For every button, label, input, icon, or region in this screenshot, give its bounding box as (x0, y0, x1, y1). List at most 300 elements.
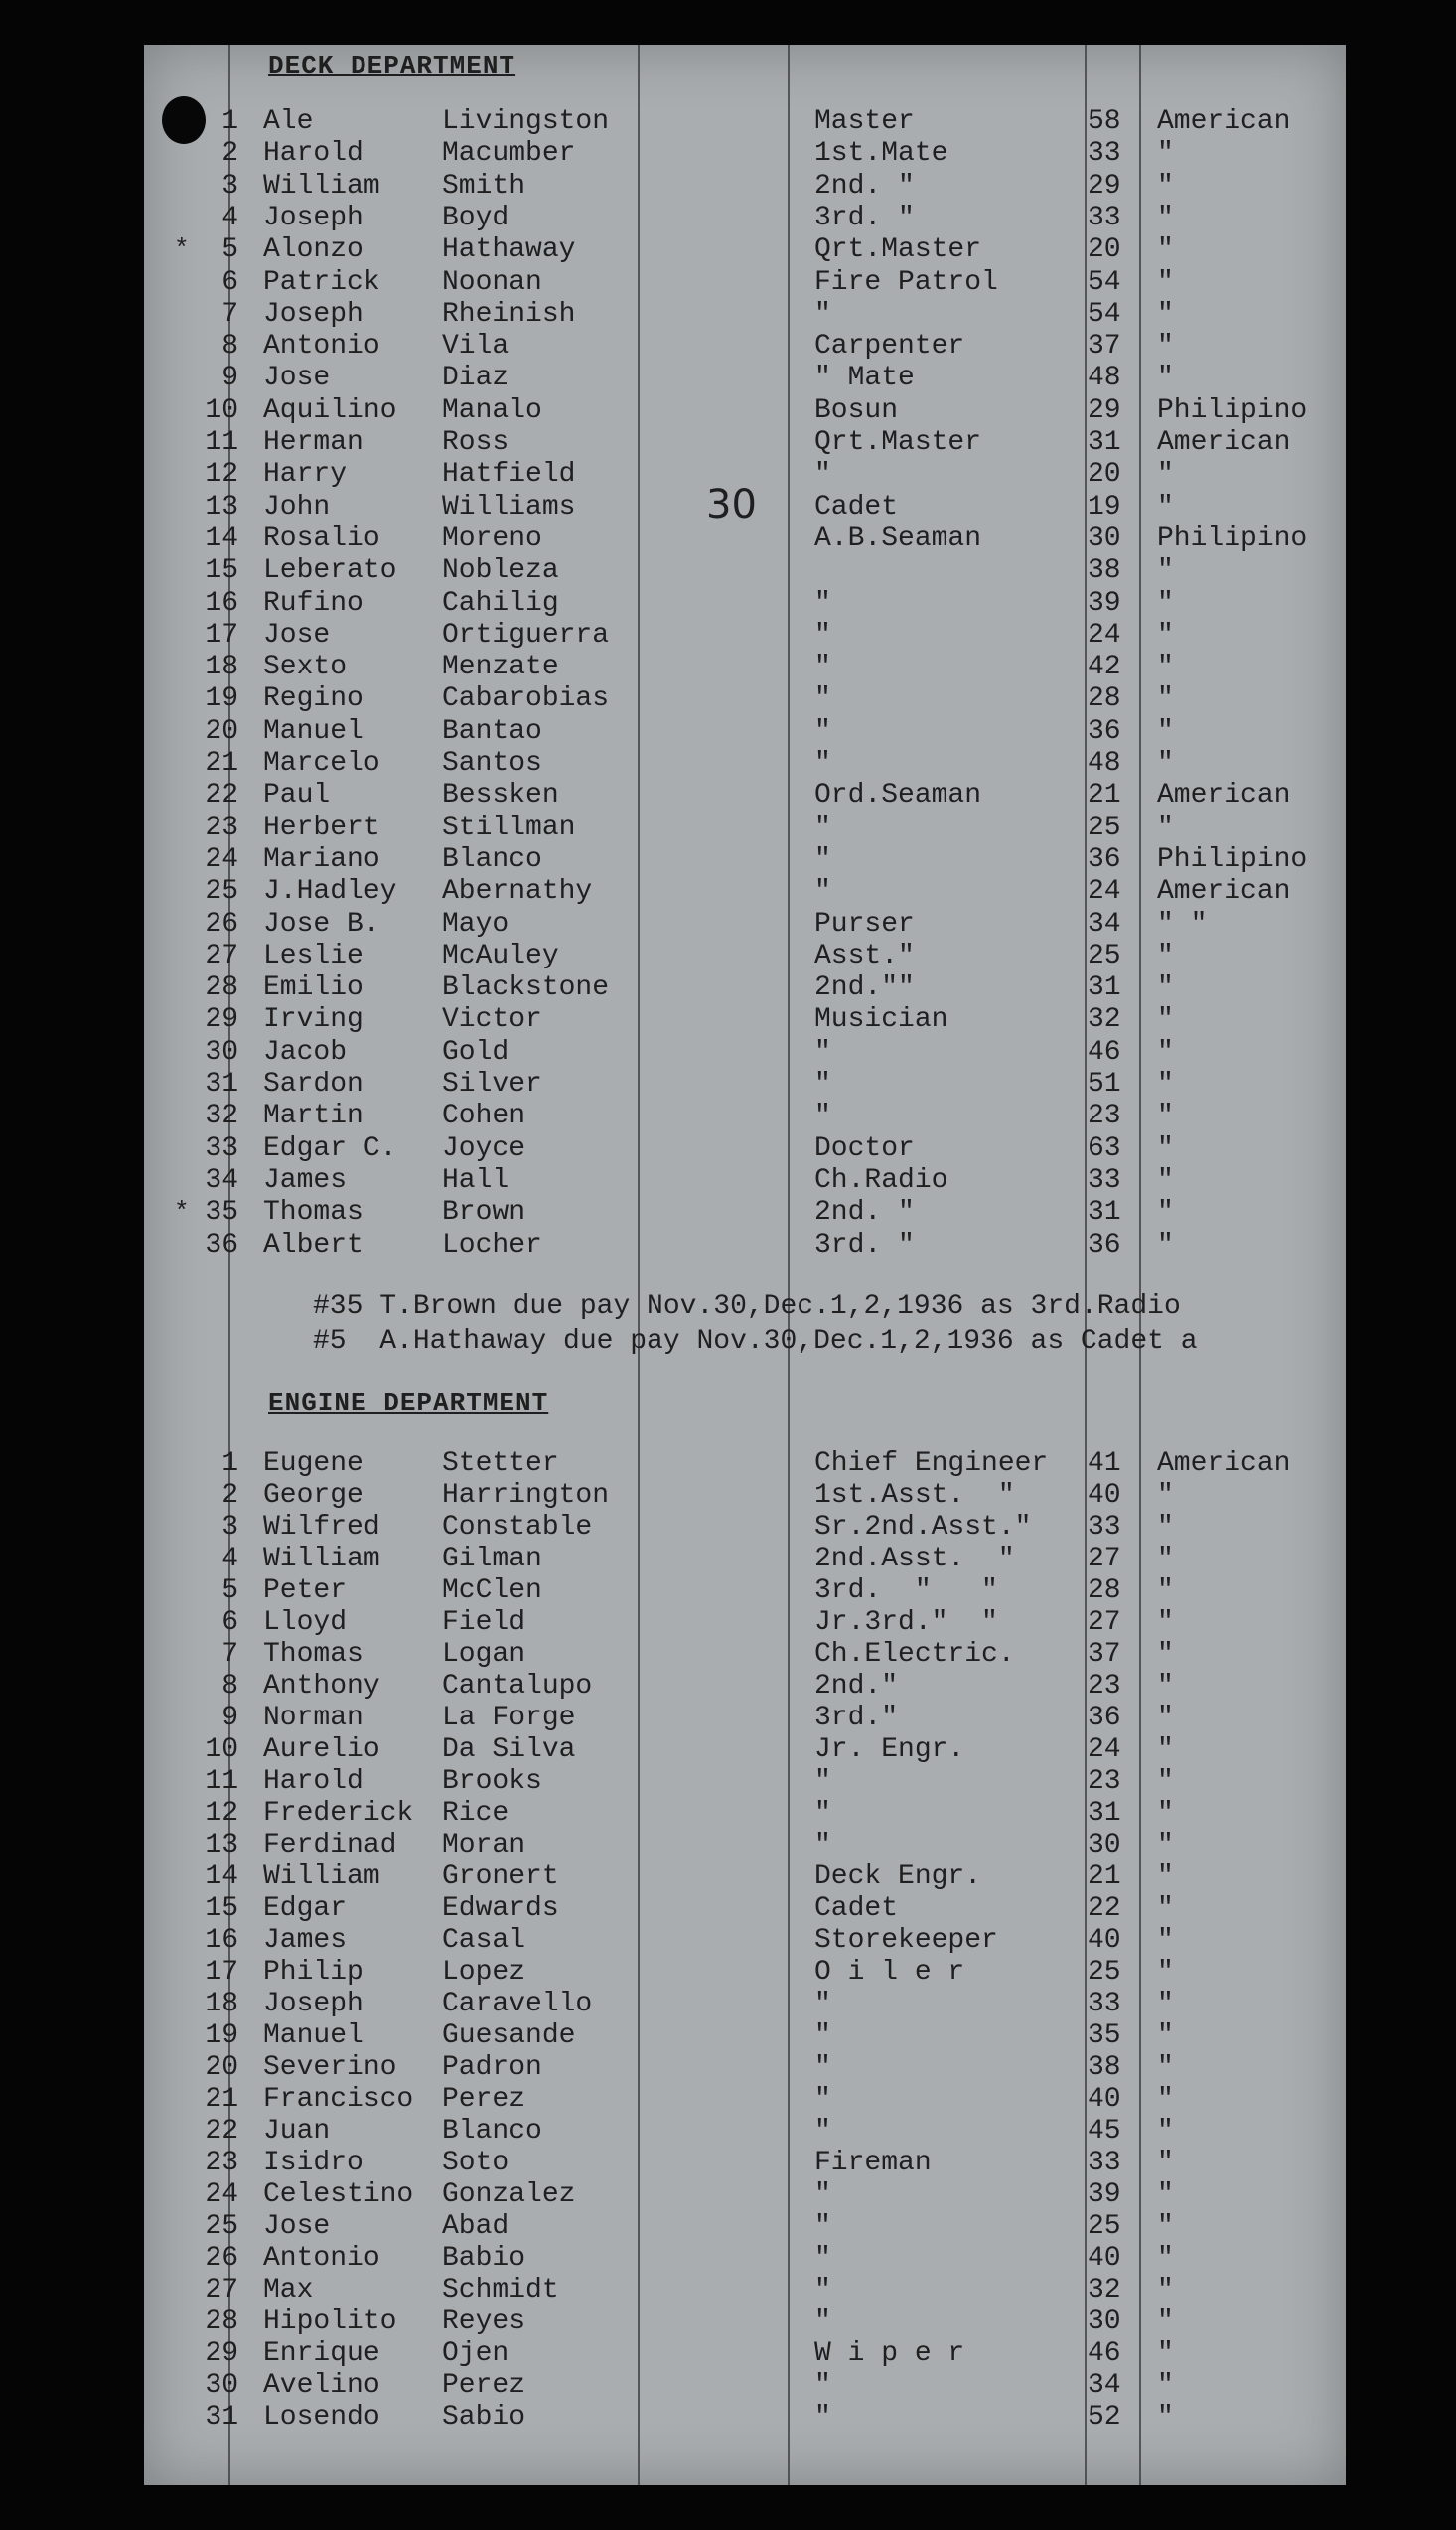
first-name: George (263, 1480, 364, 1511)
row-number: 20 (205, 2052, 238, 2083)
age: 31 (1088, 972, 1121, 1004)
rating: Fire Patrol (814, 266, 998, 298)
nationality: " (1157, 619, 1174, 651)
first-name: James (263, 1925, 348, 1956)
nationality: Philipino (1157, 522, 1308, 554)
last-name: Abad (442, 2211, 510, 2242)
nationality: " (1157, 2179, 1174, 2210)
first-name: Frederick (263, 1798, 414, 1829)
nationality: " (1157, 683, 1174, 715)
rating: " (814, 2084, 831, 2115)
row-number: 17 (205, 619, 238, 651)
first-name: Harold (263, 1766, 364, 1797)
age: 25 (1088, 812, 1121, 843)
row-number: 7 (221, 1639, 238, 1670)
nationality: " (1157, 1607, 1174, 1638)
age: 28 (1088, 683, 1121, 715)
nationality: " (1157, 266, 1174, 298)
nationality: " (1157, 1989, 1174, 2019)
age: 35 (1088, 2020, 1121, 2051)
last-name: Abernathy (442, 876, 593, 908)
row-number: 34 (205, 1164, 238, 1196)
age: 42 (1088, 652, 1121, 683)
row-number: 2 (221, 138, 238, 170)
nationality: " (1157, 1197, 1174, 1229)
last-name: Ross (442, 427, 510, 458)
last-name: Victor (442, 1004, 542, 1036)
row-number: 27 (205, 2275, 238, 2306)
row-number: 20 (205, 715, 238, 747)
age: 27 (1088, 1607, 1121, 1638)
nationality: " (1157, 1004, 1174, 1036)
rating: Qrt.Master (814, 234, 982, 266)
row-number: 31 (205, 1069, 238, 1100)
engine-department-heading: ENGINE DEPARTMENT (268, 1388, 549, 1417)
row-number: 32 (205, 1101, 238, 1132)
nationality: " (1157, 138, 1174, 170)
last-name: Joyce (442, 1132, 526, 1164)
nationality: " (1157, 1036, 1174, 1068)
rating: Jr. Engr. (814, 1734, 965, 1765)
nationality: " (1157, 2211, 1174, 2242)
last-name: Ortiguerra (442, 619, 610, 651)
first-name: Eugene (263, 1448, 364, 1479)
first-name: Harry (263, 459, 348, 491)
first-name: Rufino (263, 587, 364, 619)
age: 36 (1088, 1703, 1121, 1733)
last-name: Rheinish (442, 298, 576, 330)
rating: " (814, 1069, 831, 1100)
last-name: Casal (442, 1925, 526, 1956)
rating: " (814, 2275, 831, 2306)
rating: " (814, 459, 831, 491)
rating: 2nd."" (814, 972, 915, 1004)
rating: " (814, 1036, 831, 1068)
age: 30 (1088, 522, 1121, 554)
first-name: Harold (263, 138, 364, 170)
first-name: Jose (263, 2211, 331, 2242)
rating: W i p e r (814, 2338, 965, 2369)
nationality: " (1157, 459, 1174, 491)
row-number: 6 (221, 1607, 238, 1638)
row-number: 15 (205, 1893, 238, 1924)
age: 36 (1088, 715, 1121, 747)
last-name: Mayo (442, 908, 510, 940)
nationality: " (1157, 234, 1174, 266)
nationality: American (1157, 876, 1291, 908)
age: 31 (1088, 427, 1121, 458)
rating: " (814, 843, 831, 875)
first-name: Manuel (263, 715, 364, 747)
row-number: 29 (205, 1004, 238, 1036)
first-name: Irving (263, 1004, 364, 1036)
row-number: 12 (205, 1798, 238, 1829)
first-name: Aquilino (263, 394, 397, 426)
nationality: " (1157, 1893, 1174, 1924)
nationality: " (1157, 2402, 1174, 2433)
last-name: Sabio (442, 2402, 526, 2433)
rating: 3rd." (814, 1703, 899, 1733)
rating: 2nd. " (814, 170, 915, 202)
nationality: " (1157, 812, 1174, 843)
first-name: Manuel (263, 2020, 364, 2051)
age: 45 (1088, 2116, 1121, 2147)
row-number: 4 (221, 1544, 238, 1574)
nationality: " (1157, 1229, 1174, 1261)
row-number: 28 (205, 2307, 238, 2337)
nationality: " (1157, 972, 1174, 1004)
row-number: 16 (205, 1925, 238, 1956)
age: 31 (1088, 1798, 1121, 1829)
first-name: Mariano (263, 843, 380, 875)
first-name: Sardon (263, 1069, 364, 1100)
last-name: Gronert (442, 1861, 559, 1892)
row-number: 9 (221, 1703, 238, 1733)
first-name: Emilio (263, 972, 364, 1004)
first-name: Thomas (263, 1197, 364, 1229)
row-number: 5 (221, 1575, 238, 1606)
age: 39 (1088, 587, 1121, 619)
first-name: Jose (263, 619, 331, 651)
age: 38 (1088, 555, 1121, 587)
last-name: Rice (442, 1798, 510, 1829)
row-number: 23 (205, 2148, 238, 2178)
rating: A.B.Seaman (814, 522, 982, 554)
last-name: Smith (442, 170, 526, 202)
age: 40 (1088, 2243, 1121, 2274)
last-name: Macumber (442, 138, 576, 170)
age: 46 (1088, 2338, 1121, 2369)
last-name: Livingston (442, 106, 610, 137)
first-name: Joseph (263, 298, 364, 330)
first-name: Jacob (263, 1036, 348, 1068)
rating: " (814, 2020, 831, 2051)
first-name: Herman (263, 427, 364, 458)
row-number: 5 (221, 234, 238, 266)
rating: Asst." (814, 940, 915, 971)
first-name: Severino (263, 2052, 397, 2083)
first-name: Max (263, 2275, 314, 2306)
last-name: Blackstone (442, 972, 610, 1004)
age: 48 (1088, 363, 1121, 394)
row-number: 19 (205, 683, 238, 715)
row-number: 22 (205, 2116, 238, 2147)
first-name: Aurelio (263, 1734, 380, 1765)
first-name: William (263, 1861, 380, 1892)
last-name: Stetter (442, 1448, 559, 1479)
first-name: Antonio (263, 331, 380, 363)
age: 33 (1088, 138, 1121, 170)
nationality: " (1157, 652, 1174, 683)
last-name: Edwards (442, 1893, 559, 1924)
nationality: " (1157, 1544, 1174, 1574)
first-name: Losendo (263, 2402, 380, 2433)
last-name: Cahilig (442, 587, 559, 619)
last-name: Moran (442, 1830, 526, 1860)
nationality: Philipino (1157, 843, 1308, 875)
first-name: Norman (263, 1703, 364, 1733)
age: 33 (1088, 1989, 1121, 2019)
age: 33 (1088, 2148, 1121, 2178)
row-number: 1 (221, 1448, 238, 1479)
age: 23 (1088, 1766, 1121, 1797)
first-name: Wilfred (263, 1512, 380, 1543)
rating: " Mate (814, 363, 915, 394)
rating: Jr.3rd." " (814, 1607, 998, 1638)
rating: " (814, 652, 831, 683)
column-rule (788, 45, 790, 2485)
age: 23 (1088, 1101, 1121, 1132)
first-name: Ale (263, 106, 314, 137)
nationality: " (1157, 2243, 1174, 2274)
row-number: 30 (205, 2370, 238, 2401)
age: 29 (1088, 170, 1121, 202)
row-number: 11 (205, 427, 238, 458)
age: 29 (1088, 394, 1121, 426)
row-number: 16 (205, 587, 238, 619)
last-name: Locher (442, 1229, 542, 1261)
first-name: Marcelo (263, 748, 380, 779)
row-number: 8 (221, 331, 238, 363)
first-name: Patrick (263, 266, 380, 298)
age: 48 (1088, 748, 1121, 779)
rating: 3rd. " " (814, 1575, 998, 1606)
asterisk-marker: * (174, 1197, 190, 1228)
nationality: American (1157, 1448, 1291, 1479)
column-rule (1085, 45, 1087, 2485)
rating: O i l e r (814, 1957, 965, 1988)
rating: " (814, 2179, 831, 2210)
nationality: " (1157, 2370, 1174, 2401)
age: 51 (1088, 1069, 1121, 1100)
rating: 3rd. " (814, 1229, 915, 1261)
nationality: Philipino (1157, 394, 1308, 426)
first-name: William (263, 1544, 380, 1574)
rating: " (814, 619, 831, 651)
row-number: 24 (205, 843, 238, 875)
age: 20 (1088, 234, 1121, 266)
row-number: 24 (205, 2179, 238, 2210)
age: 21 (1088, 1861, 1121, 1892)
nationality: " (1157, 1575, 1174, 1606)
first-name: William (263, 170, 380, 202)
first-name: Herbert (263, 812, 380, 843)
rating: Cadet (814, 491, 899, 522)
rating: Storekeeper (814, 1925, 998, 1956)
nationality: " (1157, 1861, 1174, 1892)
first-name: Enrique (263, 2338, 380, 2369)
nationality: " (1157, 298, 1174, 330)
row-number: 33 (205, 1132, 238, 1164)
row-number: 26 (205, 2243, 238, 2274)
nationality: " (1157, 2338, 1174, 2369)
last-name: Perez (442, 2370, 526, 2401)
last-name: Vila (442, 331, 510, 363)
age: 27 (1088, 1544, 1121, 1574)
first-name: Antonio (263, 2243, 380, 2274)
last-name: Moreno (442, 522, 542, 554)
row-number: 10 (205, 1734, 238, 1765)
age: 24 (1088, 1734, 1121, 1765)
rating: " (814, 2243, 831, 2274)
last-name: Harrington (442, 1480, 610, 1511)
age: 33 (1088, 1164, 1121, 1196)
nationality: " (1157, 1480, 1174, 1511)
nationality: " (1157, 170, 1174, 202)
nationality: " (1157, 1766, 1174, 1797)
age: 19 (1088, 491, 1121, 522)
last-name: Cohen (442, 1101, 526, 1132)
last-name: Guesande (442, 2020, 576, 2051)
last-name: Soto (442, 2148, 510, 2178)
age: 38 (1088, 2052, 1121, 2083)
first-name: Francisco (263, 2084, 414, 2115)
nationality: " (1157, 1798, 1174, 1829)
rating: " (814, 2370, 831, 2401)
crew-list-page (144, 45, 1346, 2485)
first-name: Philip (263, 1957, 364, 1988)
first-name: Ferdinad (263, 1830, 397, 1860)
first-name: Alonzo (263, 234, 364, 266)
row-number: 13 (205, 1830, 238, 1860)
last-name: Silver (442, 1069, 542, 1100)
rating: 2nd.Asst. " (814, 1544, 1015, 1574)
row-number: 31 (205, 2402, 238, 2433)
first-name: John (263, 491, 331, 522)
rating: Carpenter (814, 331, 965, 363)
nationality: " (1157, 1164, 1174, 1196)
first-name: Juan (263, 2116, 331, 2147)
age: 25 (1088, 940, 1121, 971)
last-name: Cabarobias (442, 683, 610, 715)
last-name: Hall (442, 1164, 510, 1196)
first-name: Jose B. (263, 908, 380, 940)
last-name: Blanco (442, 2116, 542, 2147)
column-rule (638, 45, 640, 2485)
rating: " (814, 2052, 831, 2083)
age: 36 (1088, 1229, 1121, 1261)
nationality: " (1157, 491, 1174, 522)
rating: Sr.2nd.Asst." (814, 1512, 1032, 1543)
row-number: 29 (205, 2338, 238, 2369)
last-name: Ojen (442, 2338, 510, 2369)
first-name: Hipolito (263, 2307, 397, 2337)
rating: " (814, 715, 831, 747)
row-number: 22 (205, 780, 238, 812)
rating: Master (814, 106, 915, 137)
last-name: Stillman (442, 812, 576, 843)
rating: " (814, 2402, 831, 2433)
age: 46 (1088, 1036, 1121, 1068)
row-number: 8 (221, 1671, 238, 1702)
row-number: 2 (221, 1480, 238, 1511)
nationality: American (1157, 106, 1291, 137)
first-name: Regino (263, 683, 364, 715)
first-name: Jose (263, 363, 331, 394)
first-name: Albert (263, 1229, 364, 1261)
nationality: " (1157, 2275, 1174, 2306)
age: 54 (1088, 298, 1121, 330)
first-name: Edgar C. (263, 1132, 397, 1164)
last-name: Hathaway (442, 234, 576, 266)
row-number: 19 (205, 2020, 238, 2051)
age: 40 (1088, 2084, 1121, 2115)
age: 33 (1088, 202, 1121, 233)
rating: " (814, 587, 831, 619)
nationality: " (1157, 2020, 1174, 2051)
nationality: " (1157, 202, 1174, 233)
first-name: Anthony (263, 1671, 380, 1702)
rating: " (814, 298, 831, 330)
rating: 1st.Asst. " (814, 1480, 1015, 1511)
rating: Chief Engineer (814, 1448, 1049, 1479)
last-name: Nobleza (442, 555, 559, 587)
row-number: 14 (205, 1861, 238, 1892)
rating: Deck Engr. (814, 1861, 982, 1892)
nationality: " (1157, 1101, 1174, 1132)
rating: Musician (814, 1004, 948, 1036)
rating: " (814, 1101, 831, 1132)
row-number: 28 (205, 972, 238, 1004)
nationality: " (1157, 1830, 1174, 1860)
row-number: 10 (205, 394, 238, 426)
rating: " (814, 1798, 831, 1829)
nationality: " (1157, 1639, 1174, 1670)
rating: " (814, 876, 831, 908)
age: 39 (1088, 2179, 1121, 2210)
nationality: American (1157, 780, 1291, 812)
last-name: Logan (442, 1639, 526, 1670)
rating: " (814, 1766, 831, 1797)
first-name: Thomas (263, 1639, 364, 1670)
age: 28 (1088, 1575, 1121, 1606)
last-name: Bantao (442, 715, 542, 747)
age: 23 (1088, 1671, 1121, 1702)
last-name: Gold (442, 1036, 510, 1068)
last-name: Field (442, 1607, 526, 1638)
first-name: Leberato (263, 555, 397, 587)
rating: " (814, 812, 831, 843)
page-number: 30 (706, 482, 757, 527)
row-number: 25 (205, 876, 238, 908)
row-number: 12 (205, 459, 238, 491)
first-name: Joseph (263, 202, 364, 233)
last-name: Gonzalez (442, 2179, 576, 2210)
rating: Ord.Seaman (814, 780, 982, 812)
age: 40 (1088, 1925, 1121, 1956)
age: 41 (1088, 1448, 1121, 1479)
rating: Bosun (814, 394, 899, 426)
asterisk-marker: * (174, 234, 190, 265)
first-name: James (263, 1164, 348, 1196)
row-number: 6 (221, 266, 238, 298)
row-number: 23 (205, 812, 238, 843)
row-number: 9 (221, 363, 238, 394)
row-number: 27 (205, 940, 238, 971)
row-number: 21 (205, 748, 238, 779)
age: 20 (1088, 459, 1121, 491)
nationality: " (1157, 2148, 1174, 2178)
first-name: Martin (263, 1101, 364, 1132)
first-name: Joseph (263, 1989, 364, 2019)
row-number: 1 (221, 106, 238, 137)
row-number: 26 (205, 908, 238, 940)
age: 37 (1088, 1639, 1121, 1670)
row-number: 17 (205, 1957, 238, 1988)
last-name: Manalo (442, 394, 542, 426)
nationality: " (1157, 2084, 1174, 2115)
row-number: 36 (205, 1229, 238, 1261)
